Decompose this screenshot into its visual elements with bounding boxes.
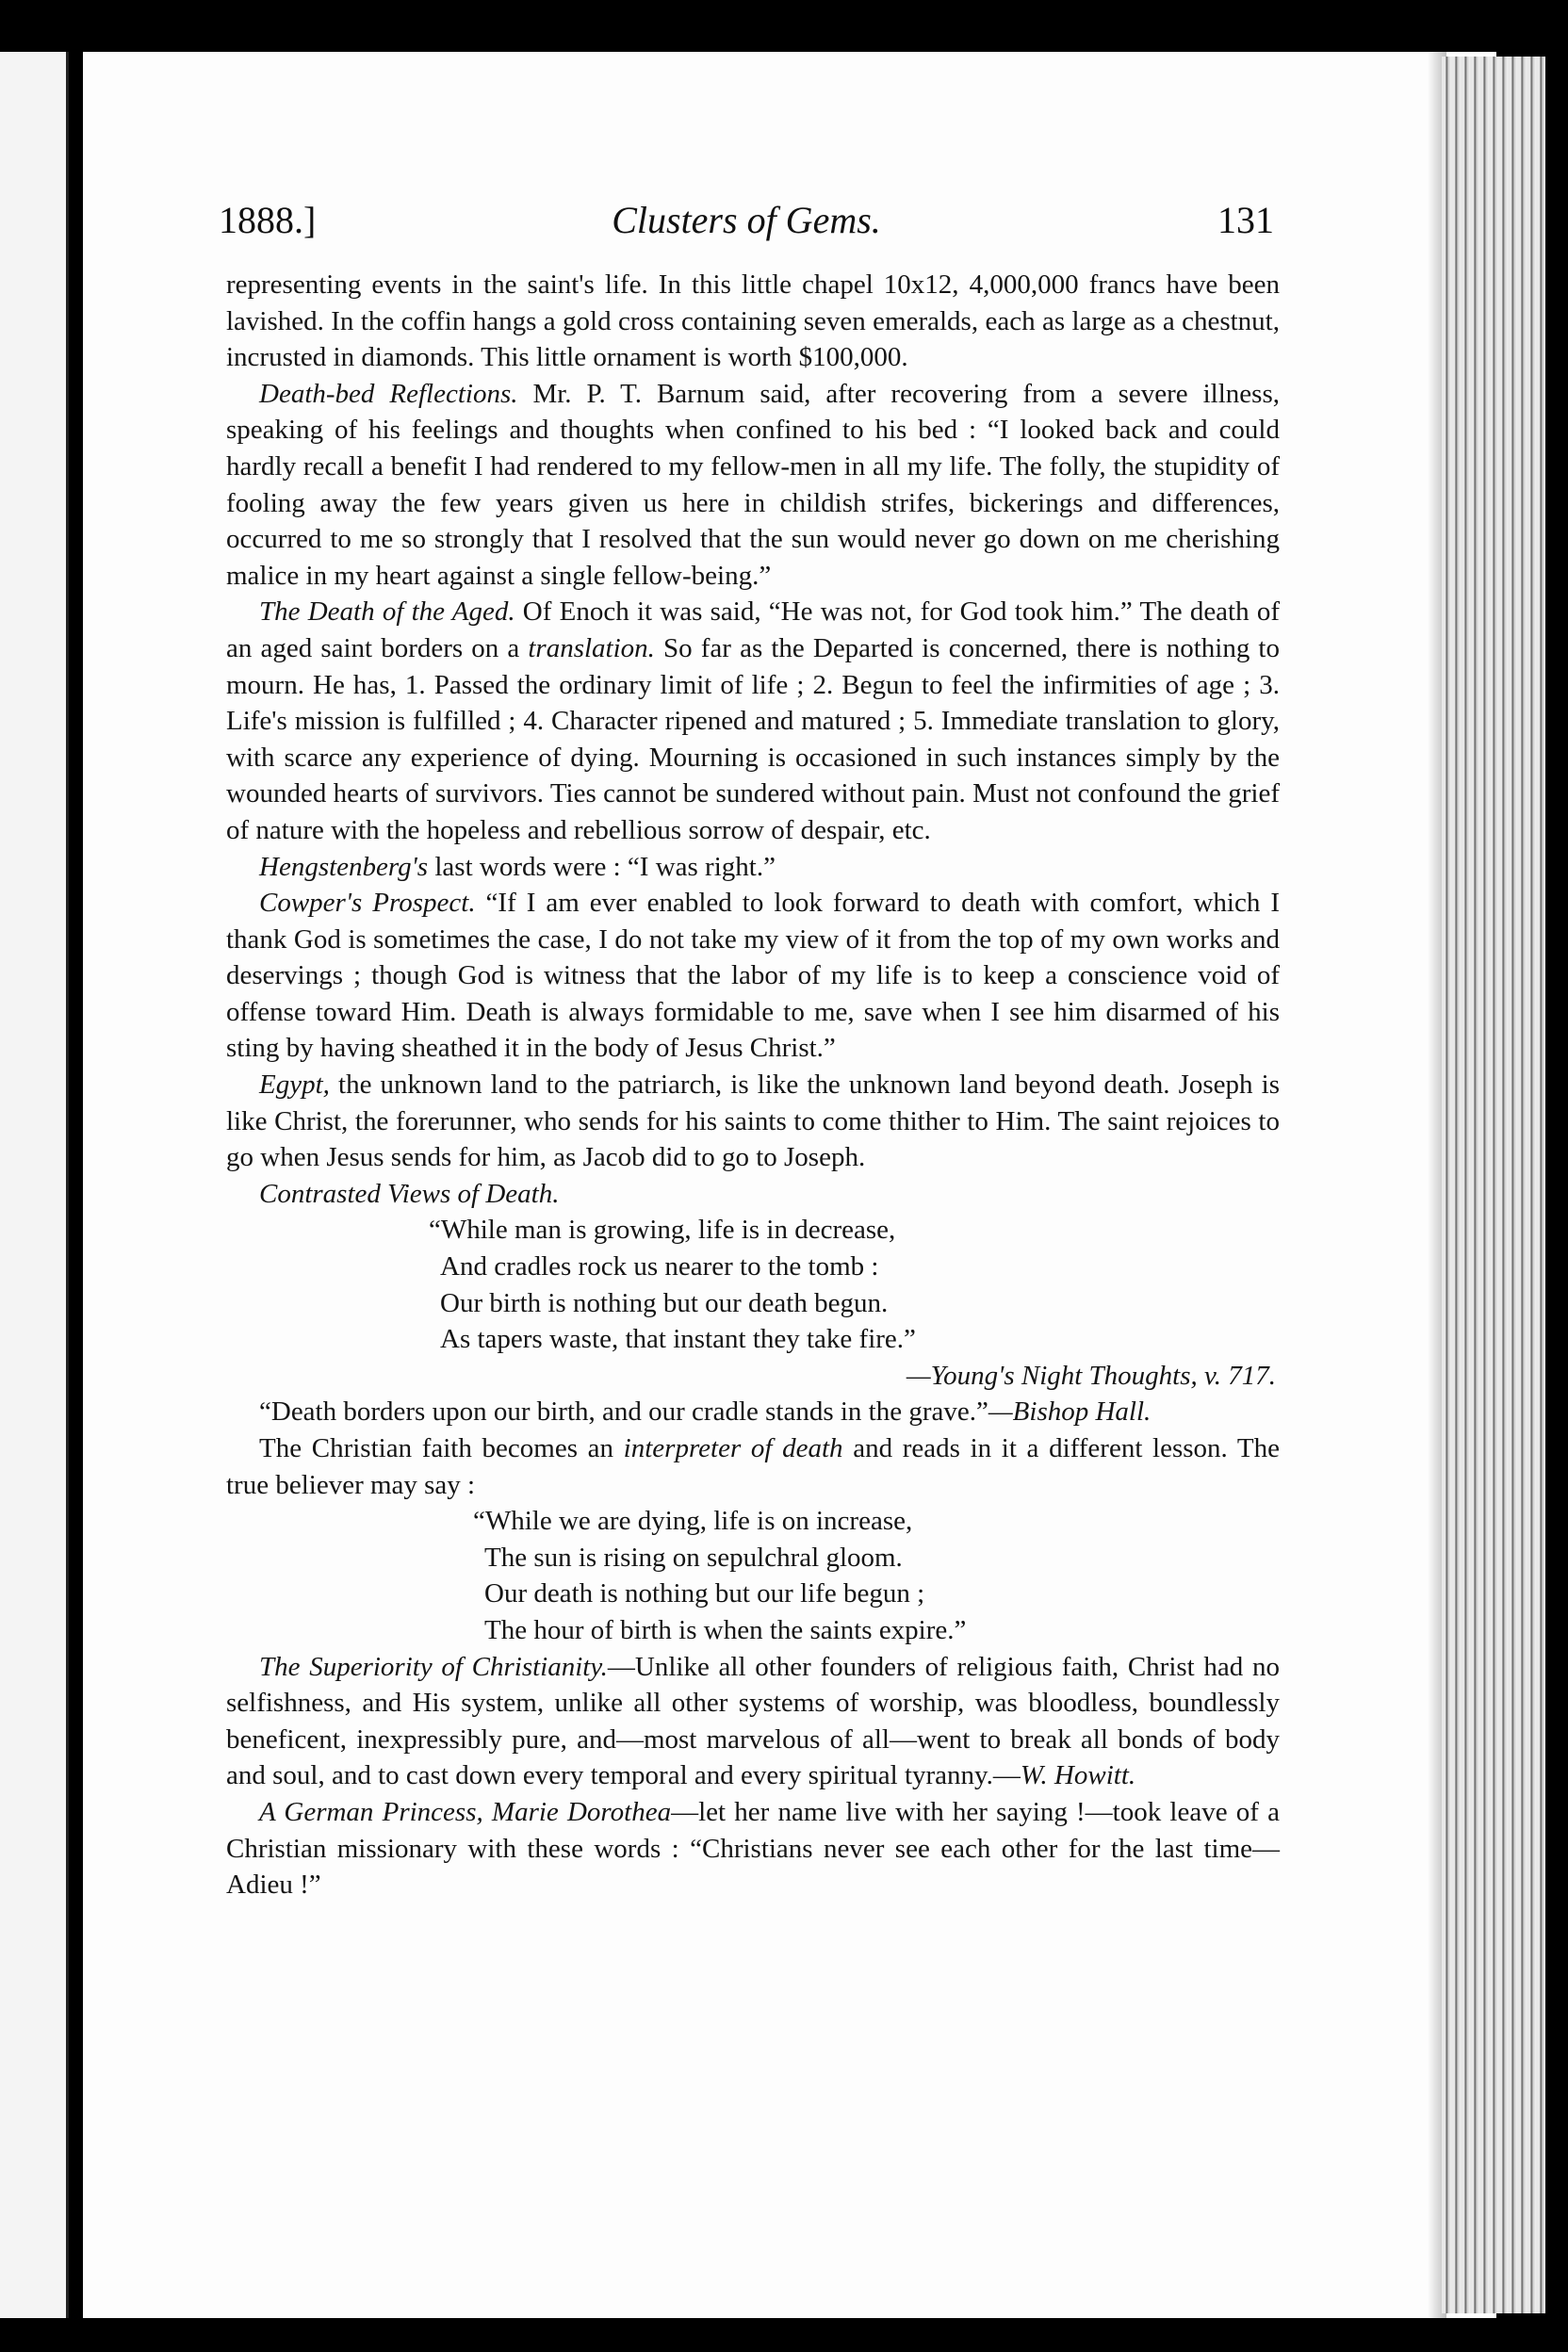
page-stack-edges (1442, 57, 1545, 2313)
paragraph-text: The Christian faith becomes an (259, 1433, 624, 1463)
paragraph-chapel (226, 267, 1280, 376)
poem-line: The sun is rising on sepulchral gloom. (484, 1542, 903, 1573)
paragraph-heading: Egypt, (259, 1070, 330, 1101)
paragraph-cowpers-prospect (226, 885, 1280, 1067)
paragraph-christian-faith (226, 1430, 1280, 1503)
running-head-year: 1888.] (219, 199, 317, 241)
emphasis-text: interpreter of death (623, 1433, 843, 1463)
paragraph-heading: Death-bed Reflections. (259, 378, 518, 409)
paragraph-death-of-the-aged (226, 594, 1280, 848)
page-number: 131 (1217, 199, 1274, 241)
paragraph-bishop-hall (226, 1394, 1280, 1430)
paragraph-text: last words were : “I was right.” (428, 851, 776, 882)
paragraph-heading: The Superiority of Christianity. (259, 1651, 608, 1682)
quote-attribution: W. Howitt. (1020, 1760, 1136, 1791)
paragraph-heading: Cowper's Prospect. (259, 888, 476, 919)
emphasis-text: translation. (528, 632, 655, 663)
poem-line: The hour of birth is when the saints expire.” (484, 1614, 967, 1645)
paragraph-heading: Hengstenberg's (259, 851, 429, 882)
paragraph-death-bed-reflections (226, 376, 1280, 595)
quote-attribution: —Bishop Hall. (988, 1396, 1152, 1428)
quote-text: “Death borders upon our birth, and our cradle stands in the grave.” (259, 1396, 988, 1428)
paragraph-text: Mr. P. T. Barnum said, after recovering from a severe illness, speaking of his feelings and thoughts when confined to his bed : “I looked back and could hardly recall a benefit I had rendered to my fellow-men in all my life. The folly, the stupidity of fooling away the few years given us here in childish strifes, bickerings and differences, occurred to me so strongly that I resolved that the sun would never go down on me cherishing malice in my heart against a single fellow-being.” (226, 378, 1280, 591)
section-heading: Contrasted Views of Death. (259, 1178, 560, 1209)
paragraph-heading: The Death of the Aged. (259, 596, 515, 628)
paragraph-hengstenberg (226, 849, 1280, 886)
paragraph-text: —Unlike all other founders of religious faith, Christ had no selfishness, and His system, unlike all other systems of worship, was bloodless, boundlessly beneficent, inexpressibly pure, and—most marvelous of all—went to break all bonds of body and soul, and to cast down every temporal and every spiritual tyranny.— (226, 1651, 1281, 1791)
running-head-title: Clusters of Gems. (612, 199, 881, 241)
previous-page-edge (0, 52, 69, 2318)
poem-attribution: —Young's Night Thoughts, v. 717. (906, 1360, 1276, 1391)
poem-believer (226, 1503, 1280, 1648)
paragraph-text: and reads in it a different lesson. The true believer may say : (226, 1433, 1281, 1500)
body-text (226, 267, 1280, 1903)
running-head (219, 198, 1274, 245)
paragraph-text: representing events in the saint's life. In this little chapel 10x12, 4,000,000 francs have been lavished. In the coffin hangs a gold cross containing seven emeralds, each as large as a chestnut, incrusted in diamonds. This little ornament is worth $100,000. (226, 270, 1280, 373)
paragraph-text: —let her name live with her saying !—took leave of a Christian missionary with these words : “Christians never see each other for the last time—Adieu !” (226, 1796, 1280, 1901)
poem-line: Our birth is nothing but our death begun. (440, 1287, 889, 1318)
paragraph-egypt (226, 1067, 1280, 1176)
paragraph-superiority-of-christianity (226, 1649, 1280, 1794)
paragraph-german-princess (226, 1794, 1280, 1903)
poem-young (226, 1212, 1280, 1394)
paragraph-contrasted-views (226, 1176, 1280, 1213)
poem-line: As tapers waste, that instant they take fire.” (440, 1324, 916, 1355)
paragraph-text: Of Enoch it was said, “He was not, for God took him.” The death of an aged saint borders on a (226, 596, 1280, 663)
poem-line: Our death is nothing but our life begun ; (484, 1578, 925, 1609)
poem-line: And cradles rock us nearer to the tomb : (440, 1251, 879, 1282)
paragraph-text: So far as the Departed is concerned, there is nothing to mourn. He has, 1. Passed the ordinary limit of life ; 2. Begun to feel the infirmities of age ; 3. Life's mission is fulfilled ; 4. Character ripened and matured ; 5. Immediate translation to glory, with scarce any experience of dying. Mourning is occasioned in such instances simply by the wounded hearts of survivors. Ties cannot be sundered without pain. Must not confound the grief of nature with the hopeless and rebellious sorrow of despair, etc. (226, 632, 1280, 845)
poem-line: “While man is growing, life is in decrease, (429, 1215, 896, 1246)
poem-line: “While we are dying, life is on increase, (473, 1506, 913, 1537)
paragraph-text: “If I am ever enabled to look forward to death with comfort, which I thank God is sometimes the case, I do not take my view of it from the top of my own works and deservings ; though God is witness that the labor of my life is to keep a conscience void of offense toward Him. Death is always formidable to me, save when I see him disarmed of his sting by having sheathed it in the body of Jesus Christ.” (226, 888, 1280, 1064)
paragraph-heading: A German Princess, Marie Dorothea (259, 1796, 672, 1827)
paragraph-text: the unknown land to the patriarch, is like the unknown land beyond death. Joseph is like Christ, the forerunner, who sends for his saints to come thither to Him. The saint rejoices to go when Jesus sends for him, as Jacob did to go to Joseph. (226, 1070, 1280, 1173)
